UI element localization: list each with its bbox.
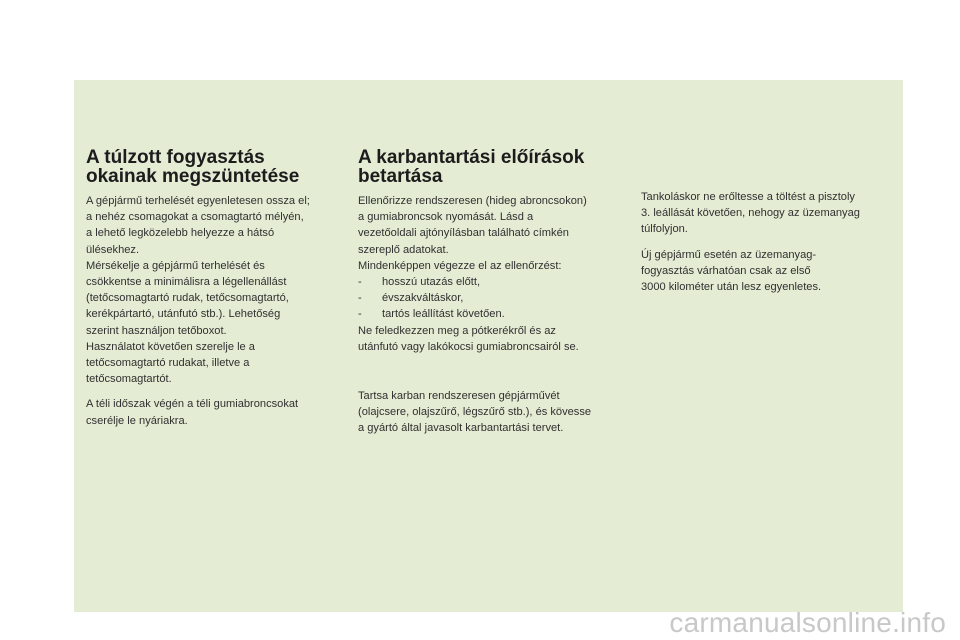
- middle-paragraph-3: Tartsa karban rendszeresen gépjárművét (olajcsere, olajszűrő, légszűrő stb.), és kövesse a gyártó által javasolt karbantartási tervet.: [358, 390, 592, 435]
- list-bullet: -: [358, 292, 362, 305]
- list-item: [358, 274, 626, 290]
- list-item: [358, 306, 626, 322]
- list-bullet: -: [358, 276, 362, 289]
- middle-heading: A karbantartási előírások betartása: [358, 147, 585, 187]
- list-item-text: évszakváltáskor,: [382, 292, 464, 305]
- site-watermark: carmanualsonline.info: [669, 607, 946, 638]
- middle-column: [358, 148, 626, 437]
- left-column: [86, 148, 348, 429]
- right-paragraph-1: Tankoláskor ne erőltesse a töltést a pisztoly 3. leállását követően, nehogy az üzemanyag túlfolyjon.: [641, 191, 860, 236]
- check-list: [358, 274, 626, 323]
- left-paragraph-1: A gépjármű terhelését egyenletesen ossza el; a nehéz csomagokat a csomagtartó mélyén, a lehető legközelebb helyezze a hátsó ülésekhez. Mérsékelje a gépjármű terhelését és csökkentse a minimálisra a légellenállást (tetőcsomagtartó rudak, tetőcsomagtartó, kerékpártartó, utánfutó stb.). Lehetőség szerint használjon tetőboxot. Használatot követően szerelje le a tetőcsomagtartó rudakat, illetve a tetőcsomagtartót.: [86, 195, 310, 386]
- middle-paragraph-2: Ne feledkezzen meg a pótkerékről és az utánfutó vagy lakókocsi gumiabroncsairól se.: [358, 324, 579, 353]
- middle-paragraph-1: Ellenőrizze rendszeresen (hideg abroncsokon) a gumiabroncsok nyomását. Lásd a vezetőoldali ajtónyílásban található címkén szereplő adatokat. Mindenképpen végezze el az ellenőrzést:: [358, 195, 587, 272]
- list-item-text: hosszú utazás előtt,: [382, 276, 481, 289]
- list-bullet: -: [358, 308, 362, 321]
- left-heading: A túlzott fogyasztás okainak megszüntetése: [86, 147, 300, 187]
- list-item: [358, 290, 626, 306]
- right-paragraph-2: Új gépjármű esetén az üzemanyag- fogyasztás várhatóan csak az első 3000 kilométer után lesz egyenletes.: [641, 248, 822, 294]
- list-item-text: tartós leállítást követően.: [382, 308, 505, 321]
- right-column: [641, 189, 896, 295]
- left-paragraph-2: A téli időszak végén a téli gumiabroncsokat cserélje le nyáriakra.: [86, 398, 299, 427]
